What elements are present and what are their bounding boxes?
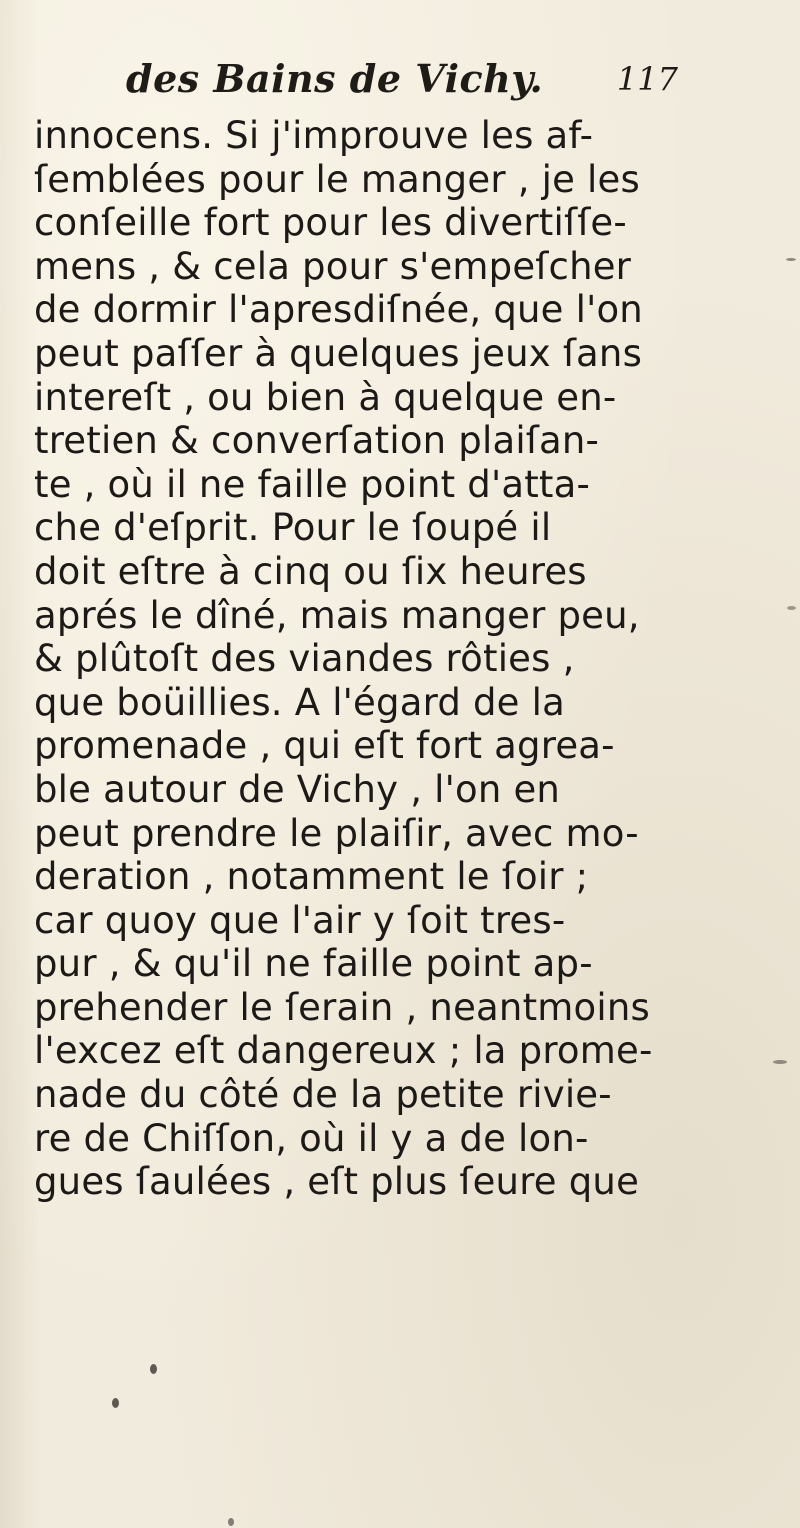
- text-line: pur , & qu'il ne faille point ap-: [34, 942, 593, 986]
- text-line: & plûtoſt des viandes rôties ,: [34, 637, 575, 681]
- text-line: que boüillies. A l'égard de la: [34, 680, 565, 724]
- text-line: tretien & converſation plaiſan-: [34, 419, 600, 463]
- running-head: [126, 56, 686, 116]
- text-line: gues ſaulées , eſt plus ſeure que: [34, 1160, 640, 1204]
- text-line: ſemblées pour le manger , je les: [34, 157, 640, 201]
- ink-speck: [112, 1398, 119, 1408]
- ink-speck: [787, 606, 796, 610]
- page-number: 117: [616, 60, 678, 98]
- text-line: mens , & cela pour s'empeſcher: [34, 244, 632, 288]
- text-line: l'excez eſt dangereux ; la prome-: [34, 1029, 653, 1073]
- text-line: ble autour de Vichy , l'on en: [34, 767, 561, 811]
- text-line: car quoy que l'air y ſoit tres-: [34, 898, 566, 942]
- ink-speck: [786, 258, 796, 261]
- text-line: che d'eſprit. Pour le ſoupé il: [34, 506, 552, 550]
- ink-speck: [150, 1364, 157, 1374]
- text-line: innocens. Si j'improuve les af-: [34, 114, 594, 157]
- text-line: peut paſſer à quelques jeux ſans: [34, 331, 643, 375]
- text-line: intereſt , ou bien à quelque en-: [34, 375, 617, 419]
- text-line: re de Chiſſon, où il y a de lon-: [34, 1116, 589, 1160]
- text-line: promenade , qui eſt fort agrea-: [34, 724, 615, 768]
- text-line: prehender le ſerain , neantmoins: [34, 985, 650, 1029]
- text-line: doit eſtre à cinq ou ſix heures: [34, 549, 587, 593]
- running-title: des Bains de Vichy.: [126, 56, 544, 101]
- ink-speck: [773, 1060, 787, 1064]
- text-line: nade du côté de la petite rivie-: [34, 1073, 612, 1117]
- text-line: deration , notamment le ſoir ;: [34, 855, 589, 899]
- text-line: peut prendre le plaiſir, avec mo-: [34, 811, 639, 855]
- text-line: conſeille fort pour les divertiſſe-: [34, 201, 627, 245]
- text-line: te , où il ne faille point d'atta-: [34, 462, 591, 506]
- ink-speck: [228, 1518, 234, 1526]
- body-text: [34, 114, 764, 1204]
- text-line: de dormir l'apresdiſnée, que l'on: [34, 288, 643, 332]
- text-line: aprés le dîné, mais manger peu,: [34, 593, 640, 637]
